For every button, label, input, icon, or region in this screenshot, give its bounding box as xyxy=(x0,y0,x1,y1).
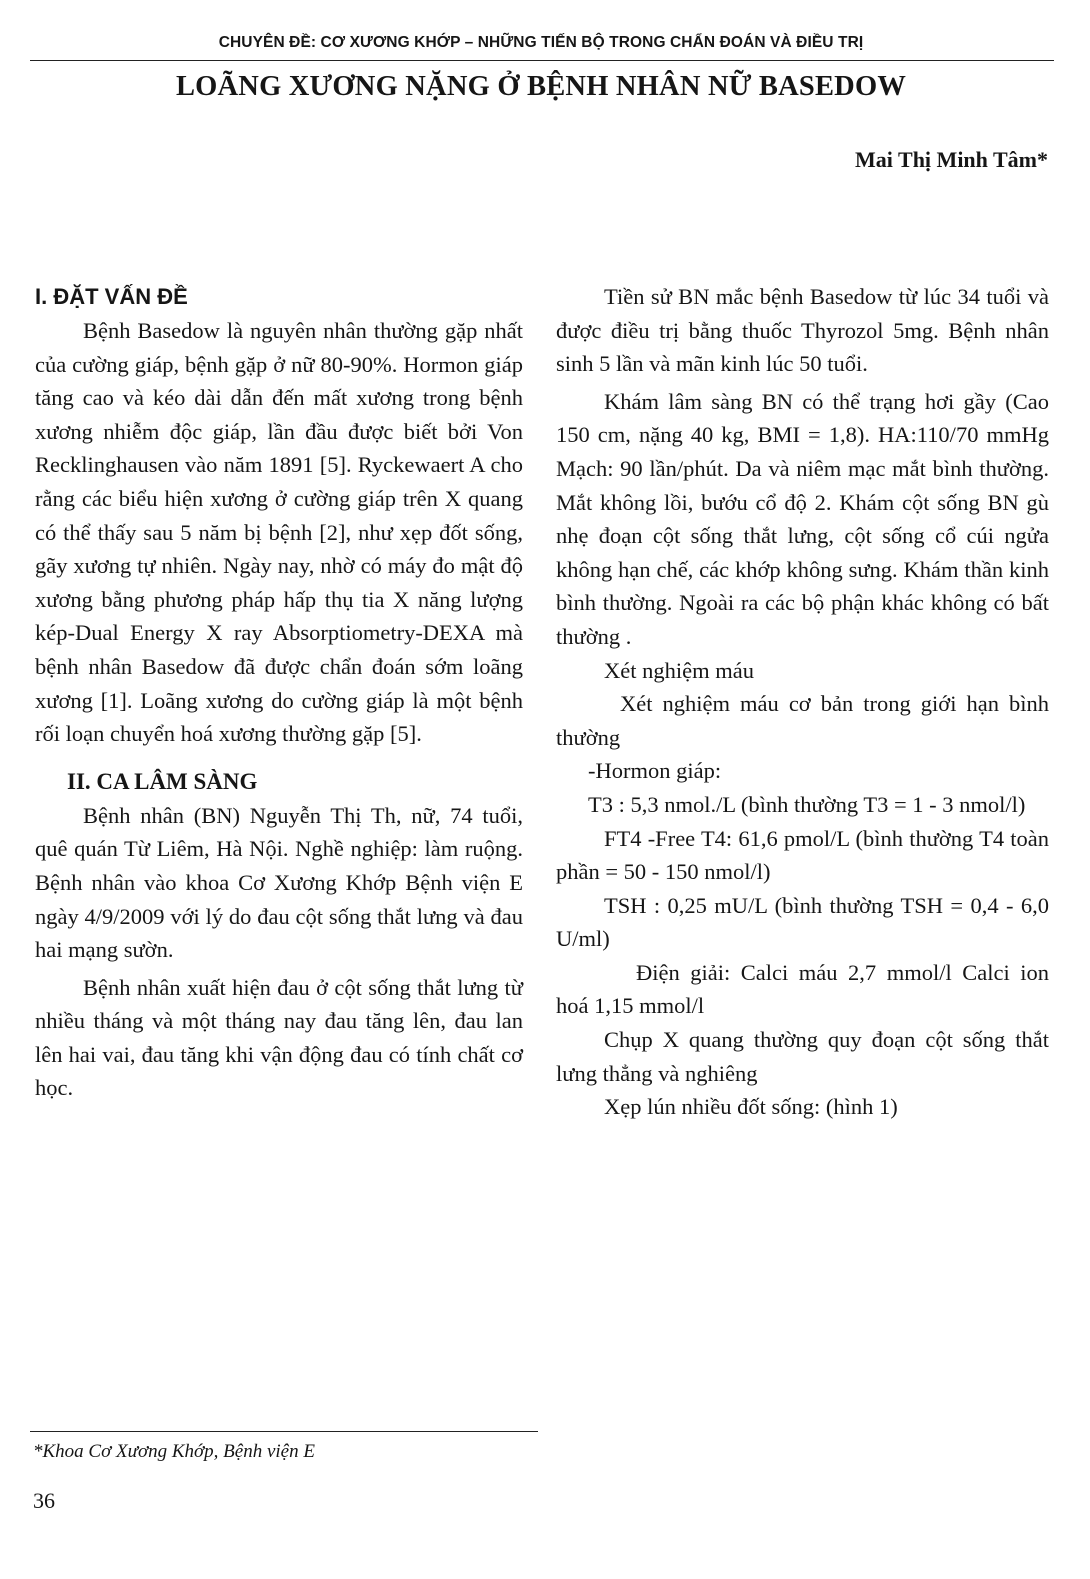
right-column xyxy=(556,280,1049,1124)
header-rule xyxy=(30,60,1054,61)
xray-paragraph: Chụp X quang thường quy đoạn cột sống thắt lưng thẳng và nghiêng xyxy=(556,1027,1049,1086)
page-number: 36 xyxy=(33,1488,55,1513)
clinical-exam-paragraph: Khám lâm sàng BN có thể trạng hơi gầy (Cao 150 cm, nặng 40 kg, BMI = 1,8). HA:110/70 mmHg Mạch: 90 lần/phút. Da và niêm mạc mắt bình thường. Mắt không lồi, bướu cổ độ 2. Khám cột sống BN gù nhẹ đoạn cột sống thắt lưng, cột sống cổ cúi ngửa không hạn chế, các khớp không sưng. Khám thần kinh bình thường. Ngoài ra các bộ phận khác không có bất thường . xyxy=(556,388,1049,649)
tsh-result: TSH : 0,25 mU/L (bình thường TSH = 0,4 - 6,0 U/ml) xyxy=(556,892,1049,952)
affiliation-footnote: *Khoa Cơ Xương Khớp, Bệnh viện E xyxy=(33,1441,315,1462)
author-name: Mai Thị Minh Tâm* xyxy=(855,147,1048,172)
electrolytes-result: Điện giải: Calci máu 2,7 mmol/l Calci ion hoá 1,15 mmol/l xyxy=(556,959,1049,1019)
t3-result: T3 : 5,3 nmol./L (bình thường T3 = 1 - 3 nmol/l) xyxy=(588,791,1026,817)
case-paragraph-1: Bệnh nhân (BN) Nguyễn Thị Th, nữ, 74 tuổi, quê quán Từ Liêm, Hà Nội. Nghề nghiệp: làm ruộng. Bệnh nhân vào khoa Cơ Xương Khớp Bệnh viện E ngày 4/9/2009 với lý do đau cột sống thắt lưng và đau hai mạng sườn. xyxy=(35,802,523,963)
article-title: LOÃNG XƯƠNG NẶNG Ở BỆNH NHÂN NỮ BASEDOW xyxy=(175,71,907,102)
section1-heading: I. ĐẶT VẤN ĐỀ xyxy=(35,284,188,309)
section1-paragraph: Bệnh Basedow là nguyên nhân thường gặp nhất của cường giáp, bệnh gặp ở nữ 80-90%. Hormon giáp tăng cao và kéo dài dẫn đến mất xương trong bệnh xương nhiễm độc giáp, lần đầu được biết bởi Von Recklinghausen vào năm 1891 [5]. Ryckewaert A cho rằng các biểu hiện xương ở cường giáp trên X quang có thể thấy sau 5 năm bị bệnh [2], như xẹp đốt sống, gãy xương tự nhiên. Ngày nay, nhờ có máy đo mật độ xương bằng phương pháp hấp thụ tia X năng lượng kép-Dual Energy X ray Absorptiometry-DEXA mà bệnh nhân Basedow đã được chẩn đoán sớm loãng xương [1]. Loãng xương do cường giáp là một bệnh rối loạn chuyển hoá xương thường gặp [5]. xyxy=(35,318,523,747)
blood-test-label: Xét nghiệm máu xyxy=(604,657,754,683)
compression-finding: Xẹp lún nhiều đốt sống: (hình 1) xyxy=(604,1094,898,1120)
blood-test-basic: Xét nghiệm máu cơ bản trong giới hạn bình thường xyxy=(556,691,1049,750)
history-paragraph: Tiền sử BN mắc bệnh Basedow từ lúc 34 tuổi và được điều trị bằng thuốc Thyrozol 5mg. Bệnh nhân sinh 5 lần và mãn kinh lúc 50 tuổi. xyxy=(556,284,1049,377)
footnote-rule xyxy=(30,1431,538,1432)
ft4-result: FT4 -Free T4: 61,6 pmol/L (bình thường T4 toàn phần = 50 - 150 nmol/l) xyxy=(556,825,1049,885)
running-header: CHUYÊN ĐỀ: CƠ XƯƠNG KHỚP – NHỮNG TIẾN BỘ TRONG CHẨN ĐOÁN VÀ ĐIỀU TRỊ xyxy=(218,34,864,51)
case-paragraph-2: Bệnh nhân xuất hiện đau ở cột sống thắt lưng từ nhiều tháng và một tháng nay đau tăng lên, đau lan lên hai vai, đau tăng khi vận động đau có tính chất cơ học. xyxy=(35,974,523,1101)
section2-heading: II. CA LÂM SÀNG xyxy=(67,768,258,794)
left-column xyxy=(35,280,523,1105)
hormone-label: -Hormon giáp: xyxy=(588,758,722,784)
